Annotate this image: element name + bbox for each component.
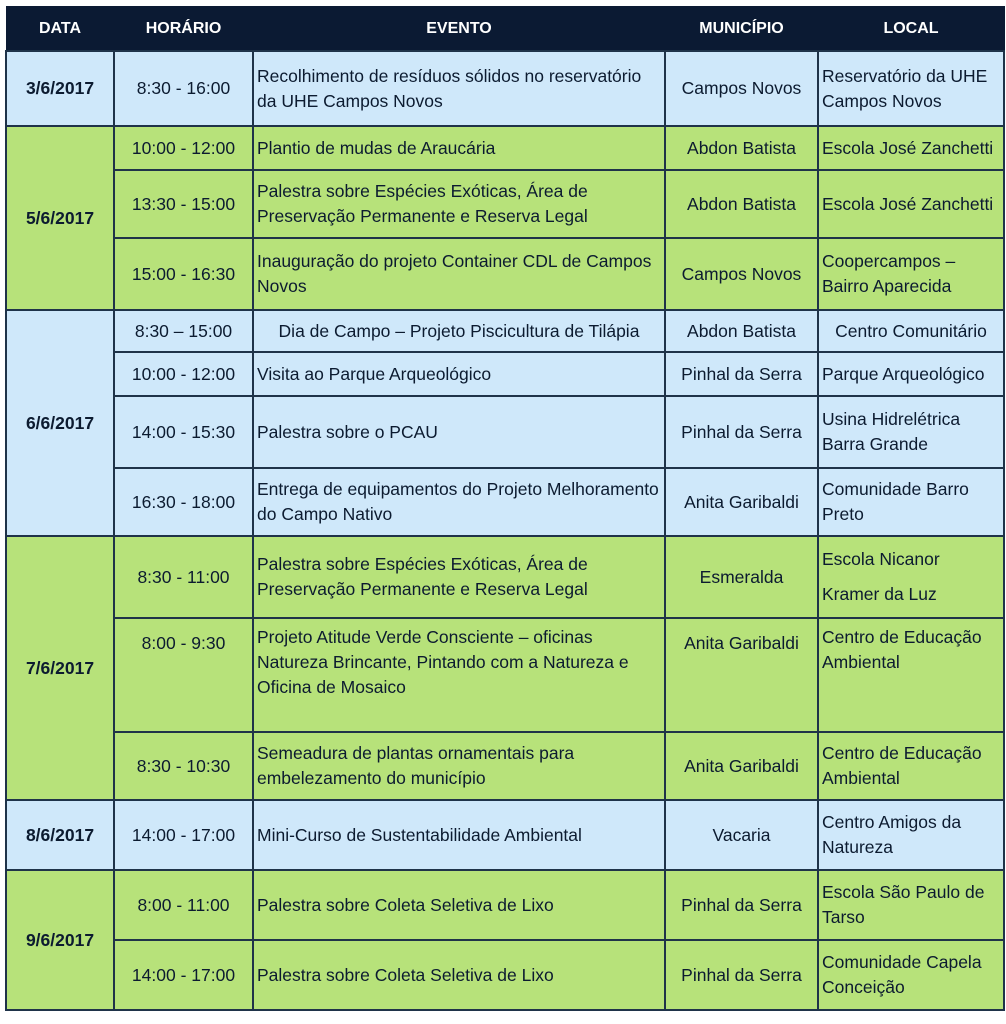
time-cell: 14:00 - 15:30 bbox=[114, 396, 253, 468]
municipio-cell: Abdon Batista bbox=[665, 170, 818, 238]
time-cell: 14:00 - 17:00 bbox=[114, 940, 253, 1010]
event-cell: Mini-Curso de Sustentabilidade Ambiental bbox=[253, 800, 665, 870]
local-cell: Usina Hidrelétrica Barra Grande bbox=[818, 396, 1004, 468]
local-cell: Escola José Zanchetti bbox=[818, 126, 1004, 170]
time-cell: 10:00 - 12:00 bbox=[114, 352, 253, 396]
local-cell: Centro de Educação Ambiental bbox=[818, 732, 1004, 800]
time-cell: 8:00 - 11:00 bbox=[114, 870, 253, 940]
header-municipio: MUNICÍPIO bbox=[665, 7, 818, 52]
table-row bbox=[6, 51, 1004, 126]
table-row bbox=[6, 732, 1004, 800]
table-row bbox=[6, 800, 1004, 870]
event-cell: Projeto Atitude Verde Consciente – oficinas Natureza Brincante, Pintando com a Natureza e Oficina de Mosaico bbox=[253, 618, 665, 732]
event-schedule-table bbox=[5, 6, 1005, 1011]
table-row bbox=[6, 352, 1004, 396]
table-row bbox=[6, 536, 1004, 618]
table-row bbox=[6, 940, 1004, 1010]
header-local: LOCAL bbox=[818, 7, 1004, 52]
local-cell: Centro Comunitário bbox=[818, 310, 1004, 352]
event-cell: Palestra sobre Coleta Seletiva de Lixo bbox=[253, 870, 665, 940]
local-cell: Reservatório da UHE Campos Novos bbox=[818, 51, 1004, 126]
local-cell: Escola São Paulo de Tarso bbox=[818, 870, 1004, 940]
table-row bbox=[6, 618, 1004, 732]
local-line-2: Kramer da Luz bbox=[822, 584, 937, 604]
local-cell: Centro de Educação Ambiental bbox=[818, 618, 1004, 732]
municipio-cell: Anita Garibaldi bbox=[665, 468, 818, 536]
municipio-cell: Anita Garibaldi bbox=[665, 732, 818, 800]
municipio-cell: Campos Novos bbox=[665, 51, 818, 126]
table-row bbox=[6, 870, 1004, 940]
table-row bbox=[6, 468, 1004, 536]
date-cell: 6/6/2017 bbox=[6, 310, 114, 536]
date-cell: 3/6/2017 bbox=[6, 51, 114, 126]
header-data: DATA bbox=[6, 7, 114, 52]
local-cell: Comunidade Barro Preto bbox=[818, 468, 1004, 536]
time-cell: 10:00 - 12:00 bbox=[114, 126, 253, 170]
table-row bbox=[6, 396, 1004, 468]
local-cell: Escola José Zanchetti bbox=[818, 170, 1004, 238]
time-cell: 13:30 - 15:00 bbox=[114, 170, 253, 238]
time-cell: 8:30 - 16:00 bbox=[114, 51, 253, 126]
table-row bbox=[6, 238, 1004, 310]
event-cell: Palestra sobre Coleta Seletiva de Lixo bbox=[253, 940, 665, 1010]
time-cell: 8:00 - 9:30 bbox=[114, 618, 253, 732]
event-cell: Plantio de mudas de Araucária bbox=[253, 126, 665, 170]
municipio-cell: Anita Garibaldi bbox=[665, 618, 818, 732]
local-line-1: Escola Nicanor bbox=[822, 549, 940, 569]
time-cell: 8:30 - 10:30 bbox=[114, 732, 253, 800]
event-cell: Palestra sobre o PCAU bbox=[253, 396, 665, 468]
municipio-cell: Esmeralda bbox=[665, 536, 818, 618]
table-row bbox=[6, 310, 1004, 352]
date-cell: 9/6/2017 bbox=[6, 870, 114, 1010]
date-cell: 7/6/2017 bbox=[6, 536, 114, 800]
municipio-cell: Abdon Batista bbox=[665, 126, 818, 170]
municipio-cell: Campos Novos bbox=[665, 238, 818, 310]
table-row bbox=[6, 170, 1004, 238]
time-cell: 14:00 - 17:00 bbox=[114, 800, 253, 870]
municipio-cell: Pinhal da Serra bbox=[665, 352, 818, 396]
header-evento: EVENTO bbox=[253, 7, 665, 52]
table-row bbox=[6, 126, 1004, 170]
time-cell: 8:30 - 11:00 bbox=[114, 536, 253, 618]
date-cell: 5/6/2017 bbox=[6, 126, 114, 310]
time-cell: 16:30 - 18:00 bbox=[114, 468, 253, 536]
time-cell: 8:30 – 15:00 bbox=[114, 310, 253, 352]
header-row bbox=[6, 7, 1004, 52]
municipio-cell: Vacaria bbox=[665, 800, 818, 870]
event-cell: Dia de Campo – Projeto Piscicultura de Tilápia bbox=[253, 310, 665, 352]
event-cell: Palestra sobre Espécies Exóticas, Área de Preservação Permanente e Reserva Legal bbox=[253, 170, 665, 238]
local-cell: Coopercampos – Bairro Aparecida bbox=[818, 238, 1004, 310]
header-horario: HORÁRIO bbox=[114, 7, 253, 52]
event-cell: Inauguração do projeto Container CDL de Campos Novos bbox=[253, 238, 665, 310]
municipio-cell: Abdon Batista bbox=[665, 310, 818, 352]
local-cell: Comunidade Capela Conceição bbox=[818, 940, 1004, 1010]
local-cell: Parque Arqueológico bbox=[818, 352, 1004, 396]
municipio-cell: Pinhal da Serra bbox=[665, 870, 818, 940]
local-cell: Centro Amigos da Natureza bbox=[818, 800, 1004, 870]
municipio-cell: Pinhal da Serra bbox=[665, 940, 818, 1010]
date-cell: 8/6/2017 bbox=[6, 800, 114, 870]
event-cell: Visita ao Parque Arqueológico bbox=[253, 352, 665, 396]
event-cell: Palestra sobre Espécies Exóticas, Área de Preservação Permanente e Reserva Legal bbox=[253, 536, 665, 618]
time-cell: 15:00 - 16:30 bbox=[114, 238, 253, 310]
municipio-cell: Pinhal da Serra bbox=[665, 396, 818, 468]
event-cell: Semeadura de plantas ornamentais para embelezamento do município bbox=[253, 732, 665, 800]
event-cell: Recolhimento de resíduos sólidos no reservatório da UHE Campos Novos bbox=[253, 51, 665, 126]
local-cell bbox=[818, 536, 1004, 618]
event-cell: Entrega de equipamentos do Projeto Melhoramento do Campo Nativo bbox=[253, 468, 665, 536]
